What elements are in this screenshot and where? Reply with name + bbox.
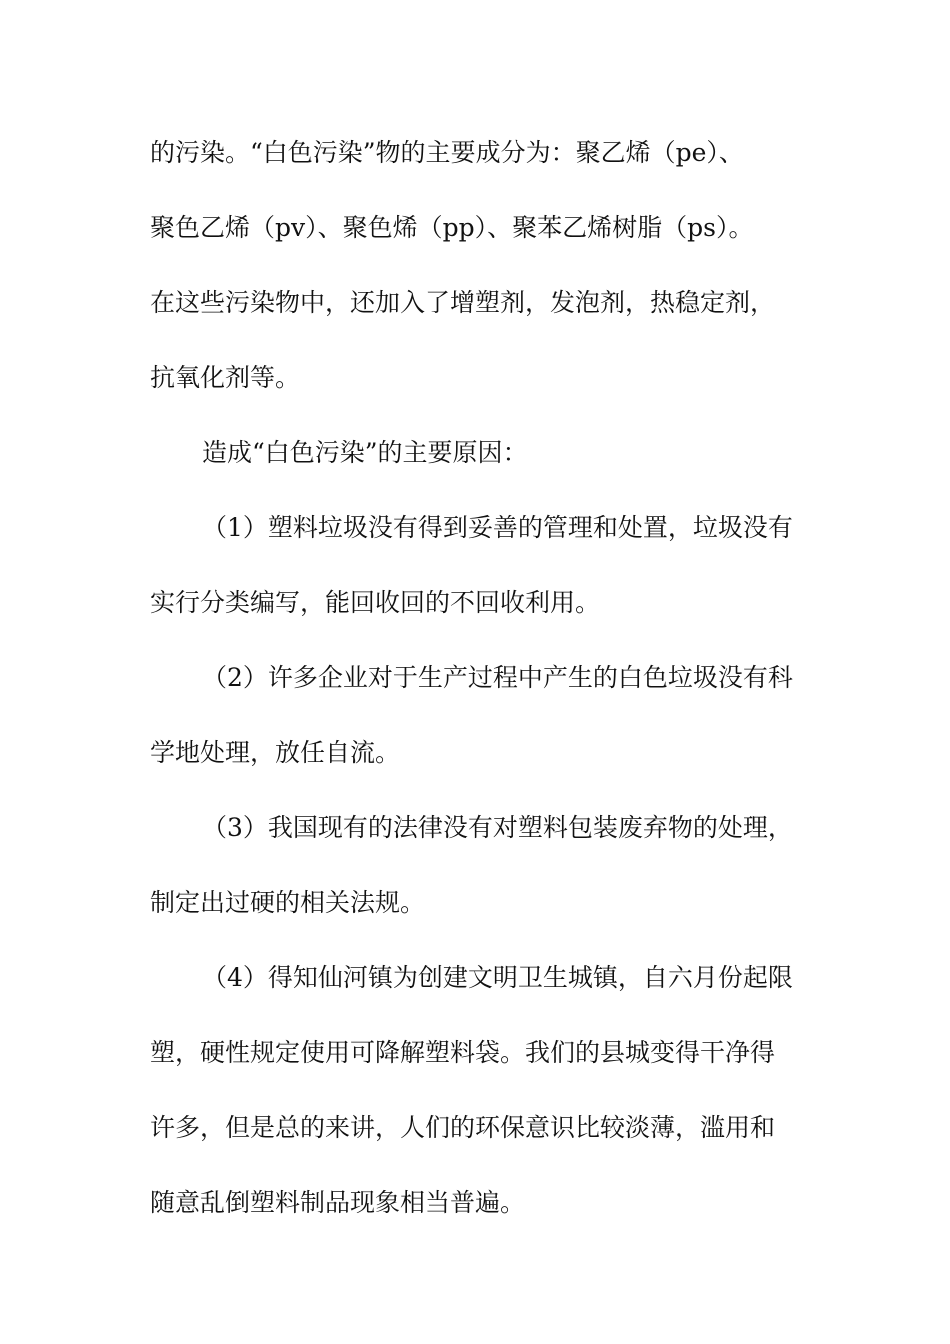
list-item-1-line: 实行分类编写，能回收回的不回收利用。 [150,588,601,617]
list-item-2-line: 学地处理，放任自流。 [150,738,401,767]
section-heading: 造成“白色污染”的主要原因： [202,438,528,467]
text-line: 抗氧化剂等。 [150,363,301,392]
list-item-3-line: （3）我国现有的法律没有对塑料包装废弃物的处理， [202,813,793,842]
list-item-4-line: （4）得知仙河镇为创建文明卫生城镇，自六月份起限 [202,963,793,992]
list-item-3-line: 制定出过硬的相关法规。 [150,888,426,917]
text-line: 的污染。“白色污染”物的主要成分为：聚乙烯（pe）、 [150,138,744,167]
list-item-4-line: 许多，但是总的来讲，人们的环保意识比较淡薄，滥用和 [150,1113,776,1142]
list-item-1-line: （1）塑料垃圾没有得到妥善的管理和处置，垃圾没有 [202,513,793,542]
list-item-4-line: 随意乱倒塑料制品现象相当普遍。 [150,1188,526,1217]
list-item-4-line: 塑，硬性规定使用可降解塑料袋。我们的县城变得干净得 [150,1038,776,1067]
text-line: 在这些污染物中，还加入了增塑剂，发泡剂，热稳定剂， [150,288,776,317]
list-item-2-line: （2）许多企业对于生产过程中产生的白色垃圾没有科 [202,663,793,692]
document-body [150,130,810,1255]
text-line: 聚色乙烯（pv）、聚色烯（pp）、聚苯乙烯树脂（ps）。 [150,213,754,242]
